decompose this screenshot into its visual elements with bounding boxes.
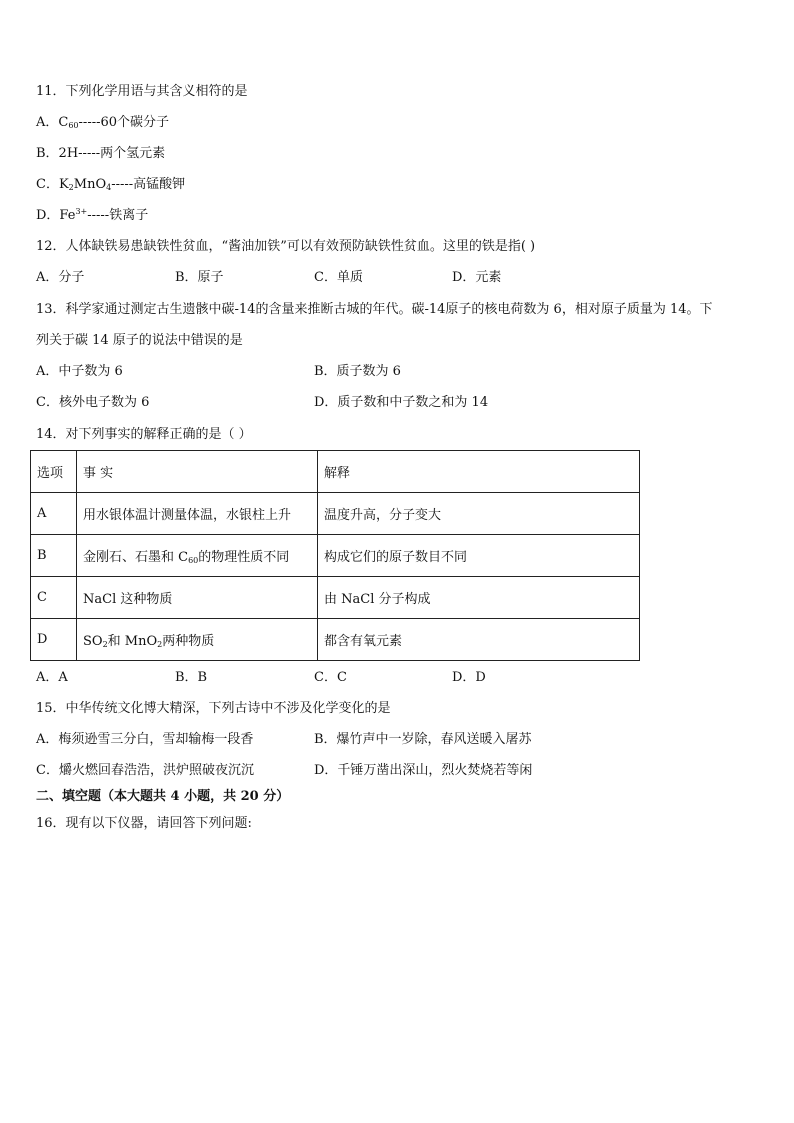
q12-option-b: B．原子 [175,270,224,285]
table-row [31,493,640,535]
table-row [31,577,640,619]
q14-table [30,450,640,661]
q11-option-d: D．$Fe^{3+}-----$铁离子 [36,207,149,223]
row-fact: 用水银体温计测量体温，水银柱上升 [77,493,318,535]
row-option: A [31,493,77,535]
q13-option-d: D．质子数和中子数之和为 14 [314,395,489,410]
q12-stem: 12．人体缺铁易患缺铁性贫血，“酱油加铁”可以有效预防缺铁性贫血。这里的铁是指( ) [36,239,536,254]
q15-option-b: B．爆竹声中一岁除，春风送暖入屠苏 [314,732,532,747]
header-explanation: 解释 [318,451,640,493]
q14-option-c: C．C [314,670,347,685]
row-option: B [31,535,77,577]
table-row [31,619,640,661]
header-option: 选项 [31,451,77,493]
row-option: C [31,577,77,619]
q14-option-a: A．A [36,670,68,685]
q14-option-b: B．B [175,670,208,685]
row-explanation: 都含有氧元素 [318,619,640,661]
row-fact: $SO_2$和 MnO$_2$两种物质 [77,619,318,661]
q13-option-b: B．质子数为 6 [314,364,401,379]
table-header-row [31,451,640,493]
row-explanation: 由 NaCl 分子构成 [318,577,640,619]
q11-option-c: C．$K_2MnO_4-----$高锰酸钾 [36,177,186,192]
q12-option-d: D．元素 [452,270,502,285]
row-fact: 金刚石、石墨和 $C_{60}$的物理性质不同 [77,535,318,577]
q11-option-b: B．2H-----两个氢元素 [36,146,166,161]
q11-option-a: A．$C_{60}-----60$个碳分子 [36,115,170,130]
row-explanation: 构成它们的原子数目不同 [318,535,640,577]
section-heading: 二、填空题（本大题共 4 小题，共 20 分） [36,789,290,804]
q16-stem: 16．现有以下仪器，请回答下列问题: [36,816,252,831]
q12-option-a: A．分子 [36,270,85,285]
q15-option-a: A．梅须逊雪三分白，雪却输梅一段香 [36,732,254,747]
table-row [31,535,640,577]
row-fact: NaCl 这种物质 [77,577,318,619]
q14-option-d: D．D [452,670,486,685]
q15-stem: 15．中华传统文化博大精深，下列古诗中不涉及化学变化的是 [36,701,391,716]
header-fact: 事 实 [77,451,318,493]
q13-option-a: A．中子数为 6 [36,364,123,379]
q15-option-c: C．爝火燃回春浩浩，洪炉照破夜沉沉 [36,763,254,778]
q14-stem: 14．对下列事实的解释正确的是（ ） [36,427,252,442]
q11-stem: 11．下列化学用语与其含义相符的是 [36,84,248,99]
q15-option-d: D．千锤万凿出深山，烈火焚烧若等闲 [314,763,533,778]
row-explanation: 温度升高，分子变大 [318,493,640,535]
q13-stem-line2: 列关于碳 14 原子的说法中错误的是 [36,333,243,348]
q13-option-c: C．核外电子数为 6 [36,395,150,410]
q12-option-c: C．单质 [314,270,363,285]
q13-stem-line1: 13．科学家通过测定古生遗骸中碳-14的含量来推断古城的年代。碳-14原子的核电荷数为 6，相对原子质量为 14。下 [36,302,713,317]
row-option: D [31,619,77,661]
